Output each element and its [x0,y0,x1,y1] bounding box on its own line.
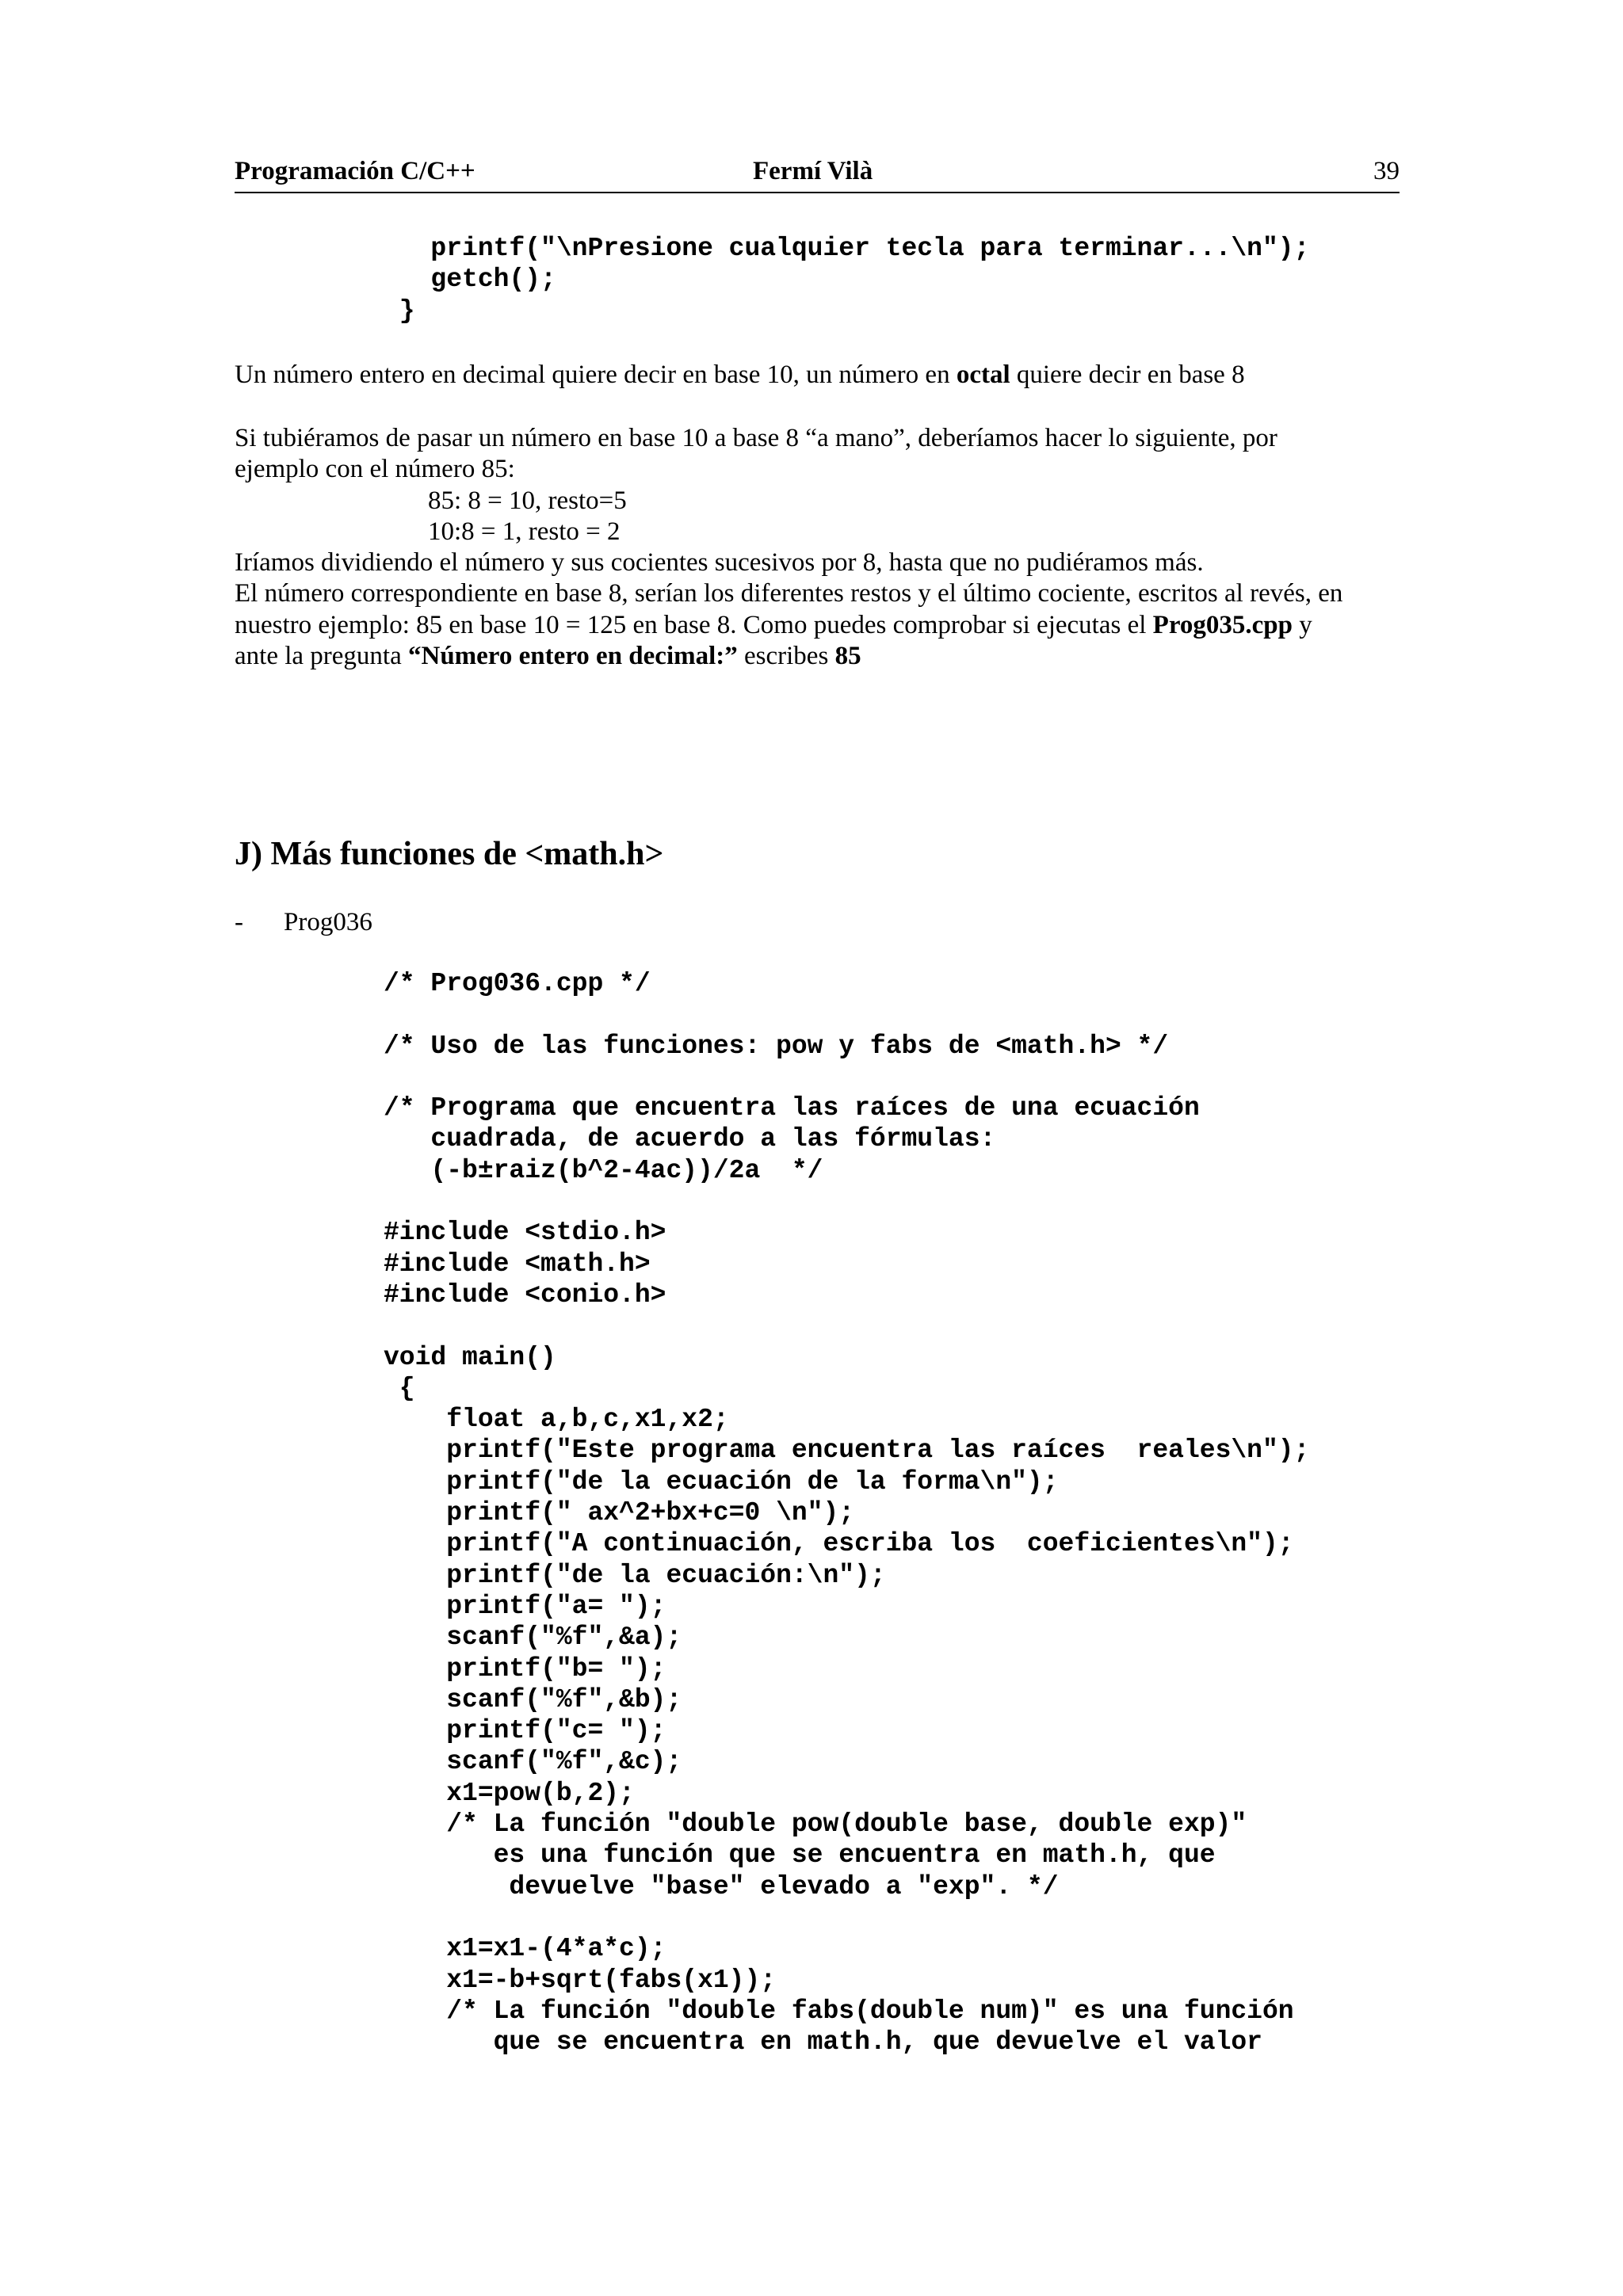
header-page-number: 39 [1373,157,1400,185]
paragraph-line: ante la pregunta “Número entero en decimal:” escribes 85 [235,642,861,671]
code-line: /* Programa que encuentra las raíces de una ecuación [384,1093,1200,1123]
code-line: #include <stdio.h> [384,1218,666,1248]
code-block-top [384,233,1309,326]
code-line [384,1310,1309,1341]
code-line: devuelve "base" elevado a "exp". */ [384,1871,1059,1901]
section-heading: J) Más funciones de <math.h> [235,836,664,872]
code-line: void main() [384,1342,556,1372]
code-line: x1=x1-(4*a*c); [384,1934,666,1964]
code-line: printf(" ax^2+bx+c=0 \n"); [384,1498,855,1528]
paragraph-line: Si tubiéramos de pasar un número en base 10 a base 8 “a mano”, deberíamos hacer lo siguiente, por [235,424,1277,452]
code-line: printf("de la ecuación:\n"); [384,1560,886,1590]
paragraph-line: Iríamos dividiendo el número y sus cocientes sucesivos por 8, hasta que no pudiéramos más. [235,548,1204,578]
paragraph-line: Un número entero en decimal quiere decir en base 10, un número en octal quiere decir en base 8 [235,360,1245,389]
code-line: scanf("%f",&c); [384,1747,682,1777]
code-line: scanf("%f",&b); [384,1684,682,1714]
paragraph-line: nuestro ejemplo: 85 en base 10 = 125 en base 8. Como puedes comprobar si ejecutas el Prog035.cpp y [235,610,1312,639]
code-line [384,1902,1309,1933]
code-line: printf("\nPresione cualquier tecla para terminar...\n"); [384,234,1310,263]
code-block-main [384,968,1309,2058]
code-line: x1=pow(b,2); [384,1778,635,1808]
paragraph-conversion [235,423,1407,672]
code-line: /* Uso de las funciones: pow y fabs de <math.h> */ [384,1031,1169,1061]
paragraph-line: ejemplo con el número 85: [235,455,515,484]
code-line: } [384,296,415,326]
code-line: cuadrada, de acuerdo a las fórmulas: [384,1124,996,1154]
code-line: { [384,1373,415,1403]
code-line: printf("b= "); [384,1653,666,1684]
code-line: x1=-b+sqrt(fabs(x1)); [384,1965,777,1995]
paragraph-line: 10:8 = 1, resto = 2 [428,517,621,546]
code-line: /* Prog036.cpp */ [384,969,651,998]
code-line: printf("c= "); [384,1716,666,1746]
code-line: scanf("%f",&a); [384,1623,682,1653]
code-line: #include <math.h> [384,1249,651,1279]
code-line: printf("A continuación, escriba los coeficientes\n"); [384,1529,1294,1559]
code-line: #include <conio.h> [384,1280,666,1310]
bullet-label: Prog036 [284,908,372,936]
header-book-title: Programación C/C++ [235,157,475,185]
code-line: printf("a= "); [384,1591,666,1621]
paragraph-octal [235,360,1407,391]
code-line [384,1186,1309,1217]
bullet-dash: - [235,908,243,936]
code-line: float a,b,c,x1,x2; [384,1405,729,1435]
code-line: es una función que se encuentra en math.h, que [384,1840,1216,1871]
code-line: printf("de la ecuación de la forma\n"); [384,1466,1059,1497]
code-line: /* La función "double pow(double base, double exp)" [384,1810,1247,1840]
header-author: Fermí Vilà [753,157,873,185]
code-line: printf("Este programa encuentra las raíces reales\n"); [384,1436,1310,1466]
code-line: getch(); [384,265,556,295]
code-line: (-b±raiz(b^2-4ac))/2a */ [384,1155,823,1185]
page-header [235,157,1400,193]
code-line: /* La función "double fabs(double num)" es una función [384,1996,1294,2026]
code-line: que se encuentra en math.h, que devuelve el valor [384,2027,1262,2058]
code-line [384,1062,1309,1093]
paragraph-line: 85: 8 = 10, resto=5 [428,486,627,515]
paragraph-line: El número correspondiente en base 8, serían los diferentes restos y el último cociente, escritos al revés, en [235,579,1343,608]
code-line [384,999,1309,1030]
